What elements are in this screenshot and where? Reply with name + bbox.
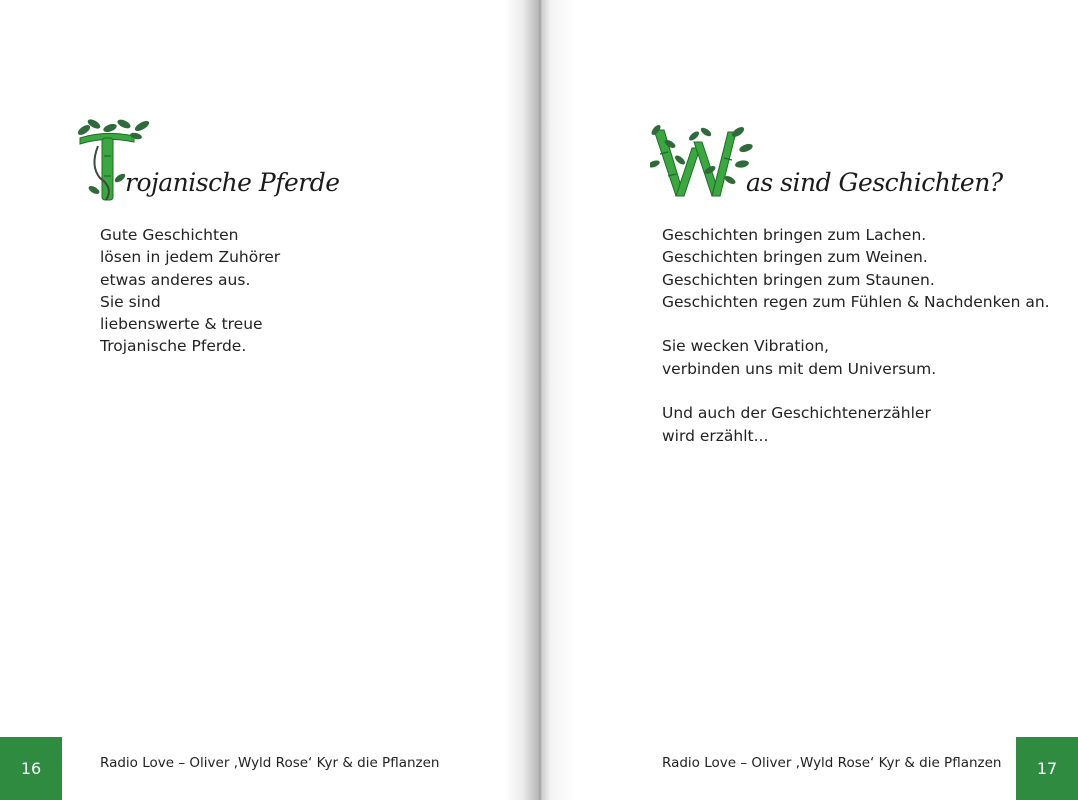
poem-line: Geschichten bringen zum Staunen. (662, 270, 935, 289)
poem-line: Geschichten bringen zum Lachen. (662, 226, 927, 244)
page-title: rojanische Pferde (125, 168, 340, 197)
poem-line: Sie sind (100, 292, 161, 311)
right-page (540, 0, 1078, 800)
running-footer: Radio Love – Oliver ‚Wyld Rose‘ Kyr & die Pflanzen (662, 755, 1002, 771)
stanza (662, 402, 1050, 447)
poem-line: Gute Geschichten (100, 226, 239, 244)
left-page (0, 0, 530, 800)
page-number: 16 (0, 737, 62, 800)
poem-line: lösen in jedem Zuhörer (100, 248, 281, 267)
poem-line: liebenswerte & treue (100, 315, 263, 334)
poem-line: wird erzählt... (662, 426, 769, 445)
page-title: as sind Geschichten? (746, 168, 1003, 197)
poem-line: Trojanische Pferde. (100, 337, 247, 356)
poem-line: verbinden uns mit dem Universum. (662, 359, 937, 378)
poem-line: etwas anderes aus. (100, 270, 251, 289)
page-number: 17 (1016, 737, 1078, 800)
poem-line: Und auch der Geschichtenerzähler (662, 404, 931, 423)
poem-line: Sie wecken Vibration, (662, 337, 829, 356)
poem-line: Geschichten regen zum Fühlen & Nachdenken an. (662, 292, 1050, 311)
stanza (662, 335, 1050, 380)
poem-text (662, 224, 1050, 447)
stanza (662, 224, 1050, 313)
running-footer: Radio Love – Oliver ‚Wyld Rose‘ Kyr & die Pflanzen (100, 755, 440, 771)
poem-text (100, 224, 280, 358)
book-gutter-shadow (505, 0, 575, 800)
poem-line: Geschichten bringen zum Weinen. (662, 248, 928, 267)
